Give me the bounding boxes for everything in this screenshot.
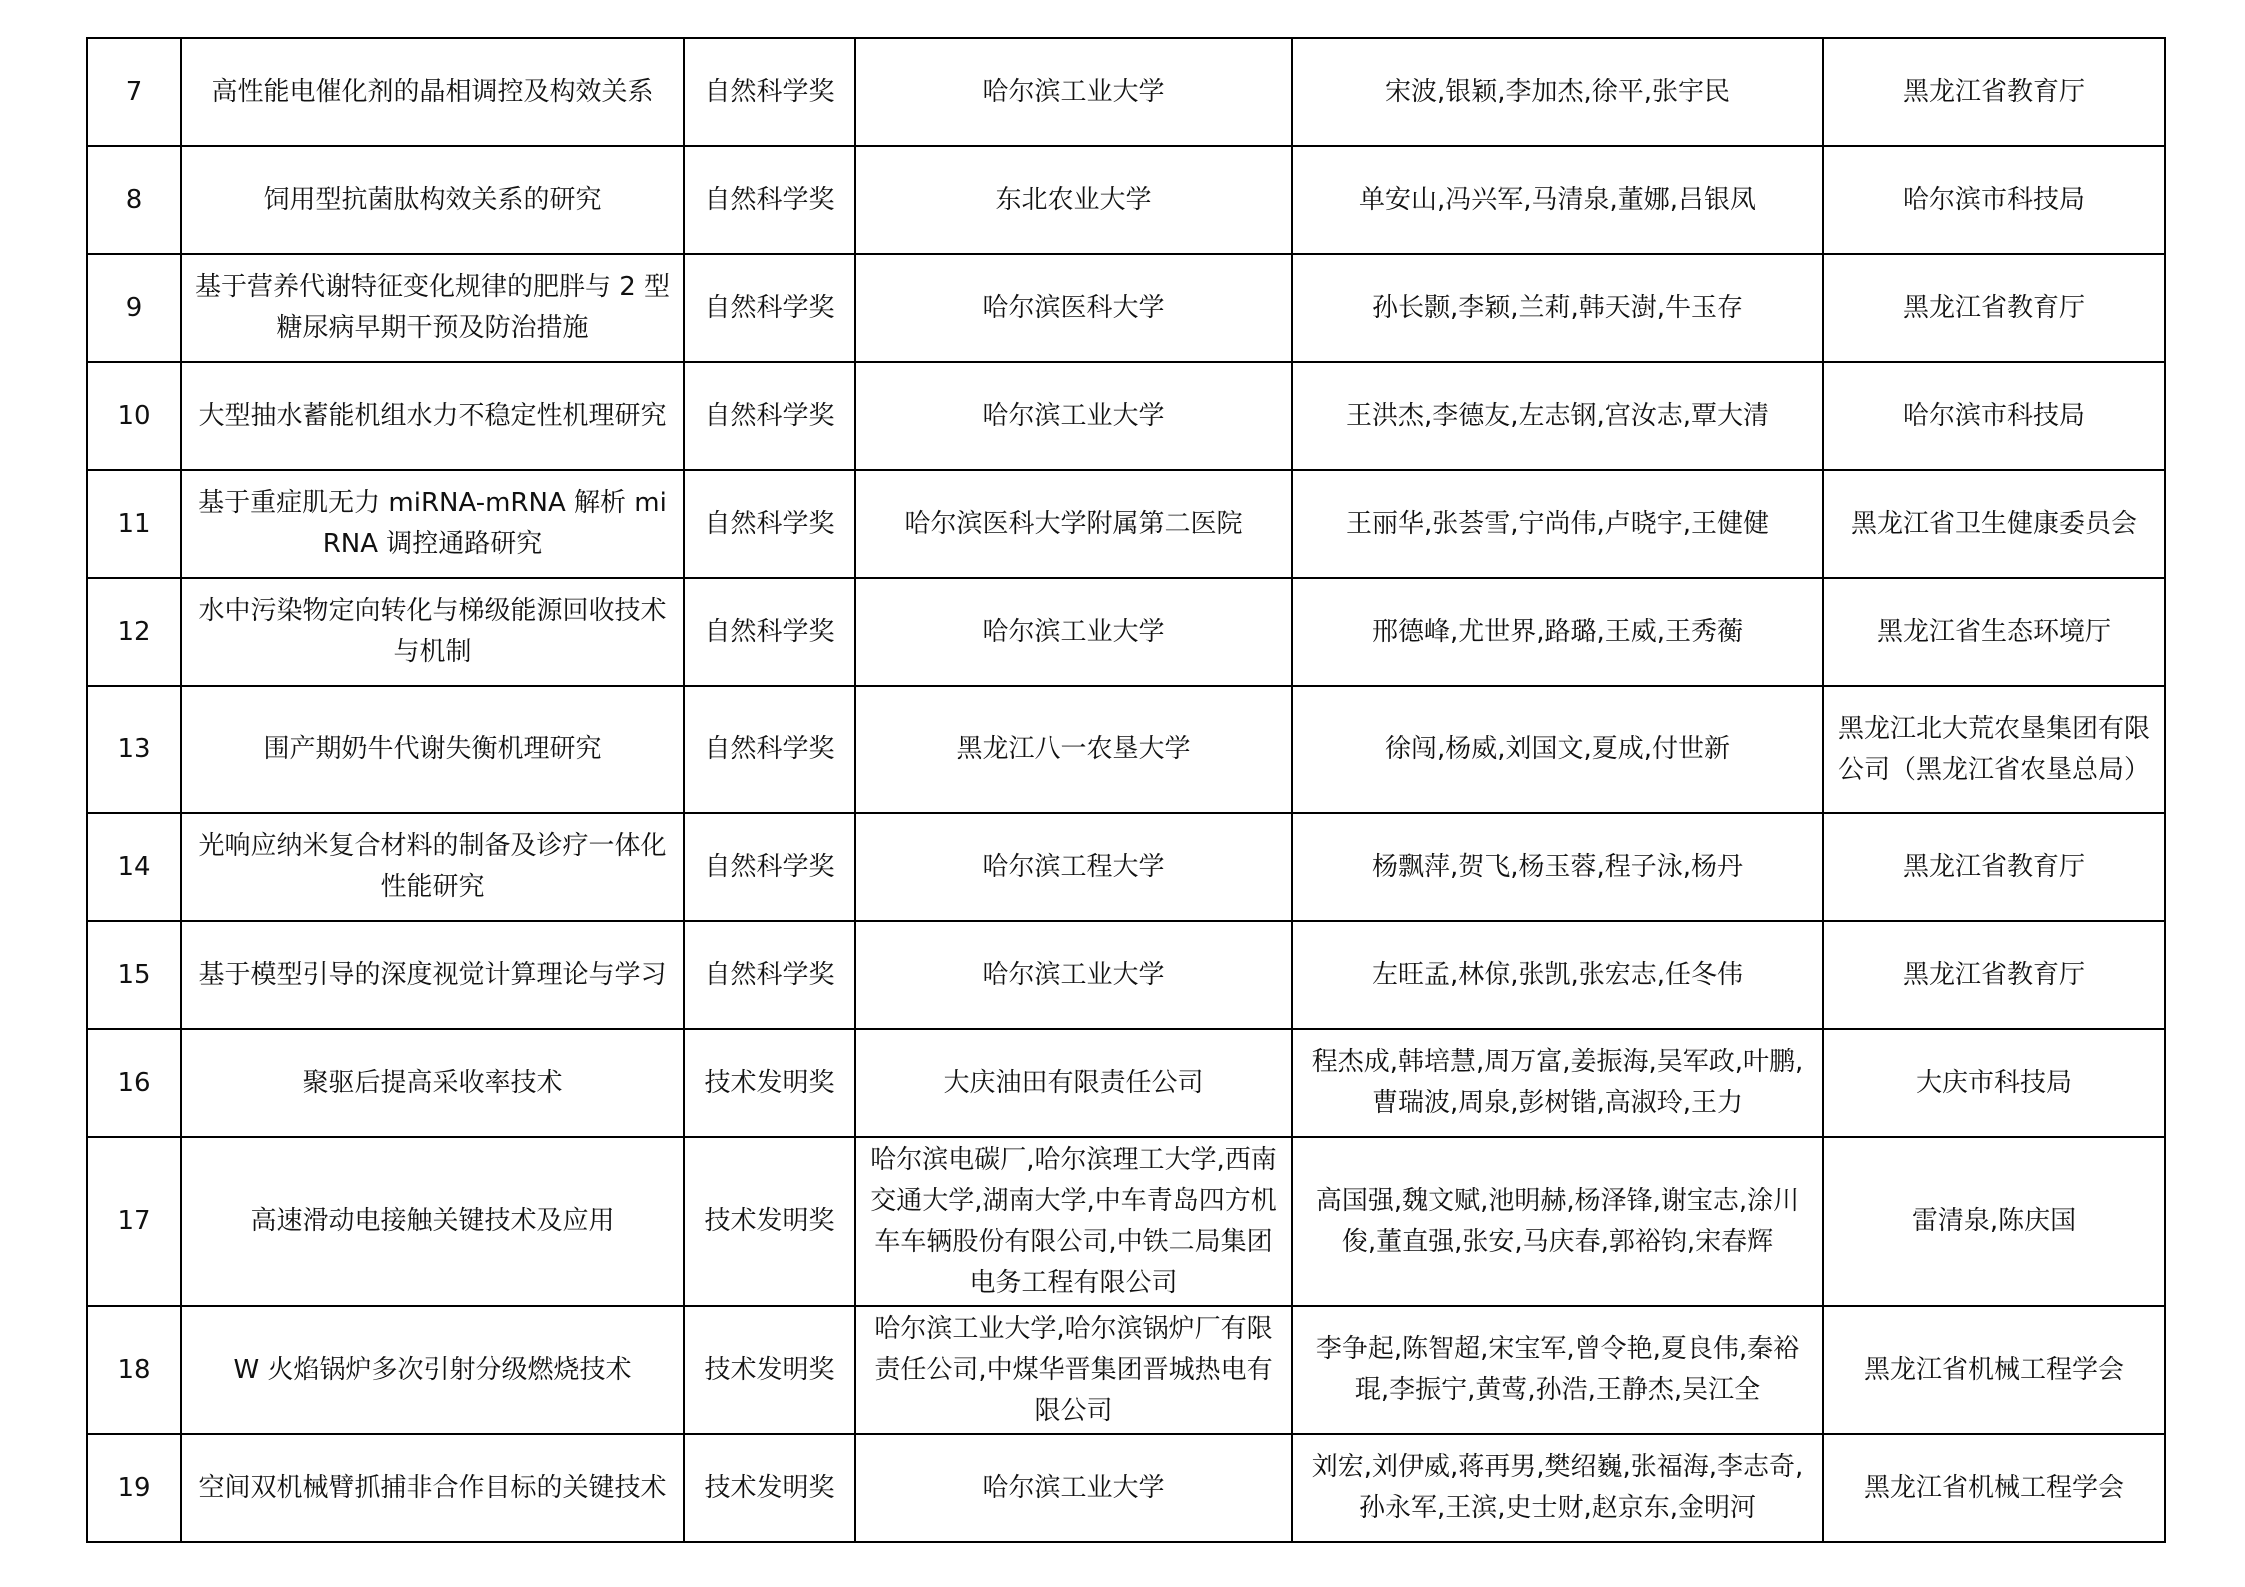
row-number: 14 bbox=[87, 813, 181, 921]
table-row bbox=[87, 921, 2165, 1029]
completing-unit: 哈尔滨医科大学 bbox=[855, 254, 1292, 362]
nominator: 黑龙江省教育厅 bbox=[1823, 254, 2165, 362]
table-row bbox=[87, 470, 2165, 578]
award-type: 自然科学奖 bbox=[684, 578, 855, 686]
row-number: 11 bbox=[87, 470, 181, 578]
project-name: W 火焰锅炉多次引射分级燃烧技术 bbox=[181, 1306, 684, 1434]
project-name: 基于重症肌无力 miRNA-mRNA 解析 miRNA 调控通路研究 bbox=[181, 470, 684, 578]
completing-people: 高国强,魏文赋,池明赫,杨泽锋,谢宝志,涂川俊,董直强,张安,马庆春,郭裕钧,宋春辉 bbox=[1292, 1137, 1823, 1306]
award-type: 自然科学奖 bbox=[684, 921, 855, 1029]
table-row bbox=[87, 146, 2165, 254]
completing-unit: 哈尔滨工业大学 bbox=[855, 38, 1292, 146]
table-row bbox=[87, 1137, 2165, 1306]
nominator: 黑龙江省教育厅 bbox=[1823, 921, 2165, 1029]
completing-people: 李争起,陈智超,宋宝军,曾令艳,夏良伟,秦裕琨,李振宁,黄莺,孙浩,王静杰,吴江全 bbox=[1292, 1306, 1823, 1434]
nominator: 黑龙江省机械工程学会 bbox=[1823, 1306, 2165, 1434]
table-row bbox=[87, 813, 2165, 921]
completing-people: 杨飘萍,贺飞,杨玉蓉,程子泳,杨丹 bbox=[1292, 813, 1823, 921]
completing-people: 孙长颢,李颖,兰莉,韩天澍,牛玉存 bbox=[1292, 254, 1823, 362]
table-row bbox=[87, 578, 2165, 686]
award-type: 技术发明奖 bbox=[684, 1306, 855, 1434]
row-number: 9 bbox=[87, 254, 181, 362]
completing-unit: 哈尔滨工业大学 bbox=[855, 362, 1292, 470]
row-number: 7 bbox=[87, 38, 181, 146]
row-number: 15 bbox=[87, 921, 181, 1029]
completing-people: 邢德峰,尤世界,路璐,王威,王秀蘅 bbox=[1292, 578, 1823, 686]
completing-unit: 哈尔滨工业大学 bbox=[855, 1434, 1292, 1542]
nominator: 黑龙江省卫生健康委员会 bbox=[1823, 470, 2165, 578]
award-type: 技术发明奖 bbox=[684, 1137, 855, 1306]
table-row bbox=[87, 1434, 2165, 1542]
award-type: 技术发明奖 bbox=[684, 1434, 855, 1542]
award-type: 自然科学奖 bbox=[684, 146, 855, 254]
project-name: 光响应纳米复合材料的制备及诊疗一体化性能研究 bbox=[181, 813, 684, 921]
nominator: 黑龙江省教育厅 bbox=[1823, 813, 2165, 921]
completing-people: 刘宏,刘伊威,蒋再男,樊绍巍,张福海,李志奇,孙永军,王滨,史士财,赵京东,金明河 bbox=[1292, 1434, 1823, 1542]
row-number: 13 bbox=[87, 686, 181, 813]
table-row bbox=[87, 1306, 2165, 1434]
nominator: 黑龙江省教育厅 bbox=[1823, 38, 2165, 146]
nominator: 黑龙江北大荒农垦集团有限公司（黑龙江省农垦总局） bbox=[1823, 686, 2165, 813]
award-type: 自然科学奖 bbox=[684, 38, 855, 146]
row-number: 17 bbox=[87, 1137, 181, 1306]
completing-people: 左旺孟,林倞,张凯,张宏志,任冬伟 bbox=[1292, 921, 1823, 1029]
row-number: 10 bbox=[87, 362, 181, 470]
table-row bbox=[87, 686, 2165, 813]
completing-people: 宋波,银颖,李加杰,徐平,张宇民 bbox=[1292, 38, 1823, 146]
row-number: 12 bbox=[87, 578, 181, 686]
completing-unit: 哈尔滨电碳厂,哈尔滨理工大学,西南交通大学,湖南大学,中车青岛四方机车车辆股份有限公司,中铁二局集团电务工程有限公司 bbox=[855, 1137, 1292, 1306]
row-number: 8 bbox=[87, 146, 181, 254]
award-type: 自然科学奖 bbox=[684, 813, 855, 921]
row-number: 16 bbox=[87, 1029, 181, 1137]
completing-unit: 哈尔滨工业大学,哈尔滨锅炉厂有限责任公司,中煤华晋集团晋城热电有限公司 bbox=[855, 1306, 1292, 1434]
table-row bbox=[87, 1029, 2165, 1137]
completing-unit: 哈尔滨医科大学附属第二医院 bbox=[855, 470, 1292, 578]
award-type: 自然科学奖 bbox=[684, 362, 855, 470]
project-name: 空间双机械臂抓捕非合作目标的关键技术 bbox=[181, 1434, 684, 1542]
project-name: 高性能电催化剂的晶相调控及构效关系 bbox=[181, 38, 684, 146]
project-name: 水中污染物定向转化与梯级能源回收技术与机制 bbox=[181, 578, 684, 686]
award-type: 技术发明奖 bbox=[684, 1029, 855, 1137]
awards-table bbox=[86, 37, 2166, 1543]
project-name: 围产期奶牛代谢失衡机理研究 bbox=[181, 686, 684, 813]
nominator: 哈尔滨市科技局 bbox=[1823, 362, 2165, 470]
nominator: 雷清泉,陈庆国 bbox=[1823, 1137, 2165, 1306]
table-row bbox=[87, 362, 2165, 470]
award-type: 自然科学奖 bbox=[684, 254, 855, 362]
completing-unit: 哈尔滨工业大学 bbox=[855, 921, 1292, 1029]
completing-unit: 哈尔滨工业大学 bbox=[855, 578, 1292, 686]
nominator: 哈尔滨市科技局 bbox=[1823, 146, 2165, 254]
nominator: 大庆市科技局 bbox=[1823, 1029, 2165, 1137]
completing-unit: 黑龙江八一农垦大学 bbox=[855, 686, 1292, 813]
project-name: 饲用型抗菌肽构效关系的研究 bbox=[181, 146, 684, 254]
row-number: 19 bbox=[87, 1434, 181, 1542]
project-name: 聚驱后提高采收率技术 bbox=[181, 1029, 684, 1137]
award-type: 自然科学奖 bbox=[684, 470, 855, 578]
nominator: 黑龙江省机械工程学会 bbox=[1823, 1434, 2165, 1542]
project-name: 基于模型引导的深度视觉计算理论与学习 bbox=[181, 921, 684, 1029]
award-type: 自然科学奖 bbox=[684, 686, 855, 813]
completing-unit: 大庆油田有限责任公司 bbox=[855, 1029, 1292, 1137]
nominator: 黑龙江省生态环境厅 bbox=[1823, 578, 2165, 686]
completing-unit: 哈尔滨工程大学 bbox=[855, 813, 1292, 921]
completing-people: 徐闯,杨威,刘国文,夏成,付世新 bbox=[1292, 686, 1823, 813]
project-name: 基于营养代谢特征变化规律的肥胖与 2 型糖尿病早期干预及防治措施 bbox=[181, 254, 684, 362]
project-name: 大型抽水蓄能机组水力不稳定性机理研究 bbox=[181, 362, 684, 470]
project-name: 高速滑动电接触关键技术及应用 bbox=[181, 1137, 684, 1306]
completing-people: 王洪杰,李德友,左志钢,宫汝志,覃大清 bbox=[1292, 362, 1823, 470]
table-row bbox=[87, 38, 2165, 146]
table-row bbox=[87, 254, 2165, 362]
completing-unit: 东北农业大学 bbox=[855, 146, 1292, 254]
row-number: 18 bbox=[87, 1306, 181, 1434]
completing-people: 程杰成,韩培慧,周万富,姜振海,吴军政,叶鹏,曹瑞波,周泉,彭树锴,高淑玲,王力 bbox=[1292, 1029, 1823, 1137]
completing-people: 单安山,冯兴军,马清泉,董娜,吕银凤 bbox=[1292, 146, 1823, 254]
completing-people: 王丽华,张荟雪,宁尚伟,卢晓宇,王健健 bbox=[1292, 470, 1823, 578]
